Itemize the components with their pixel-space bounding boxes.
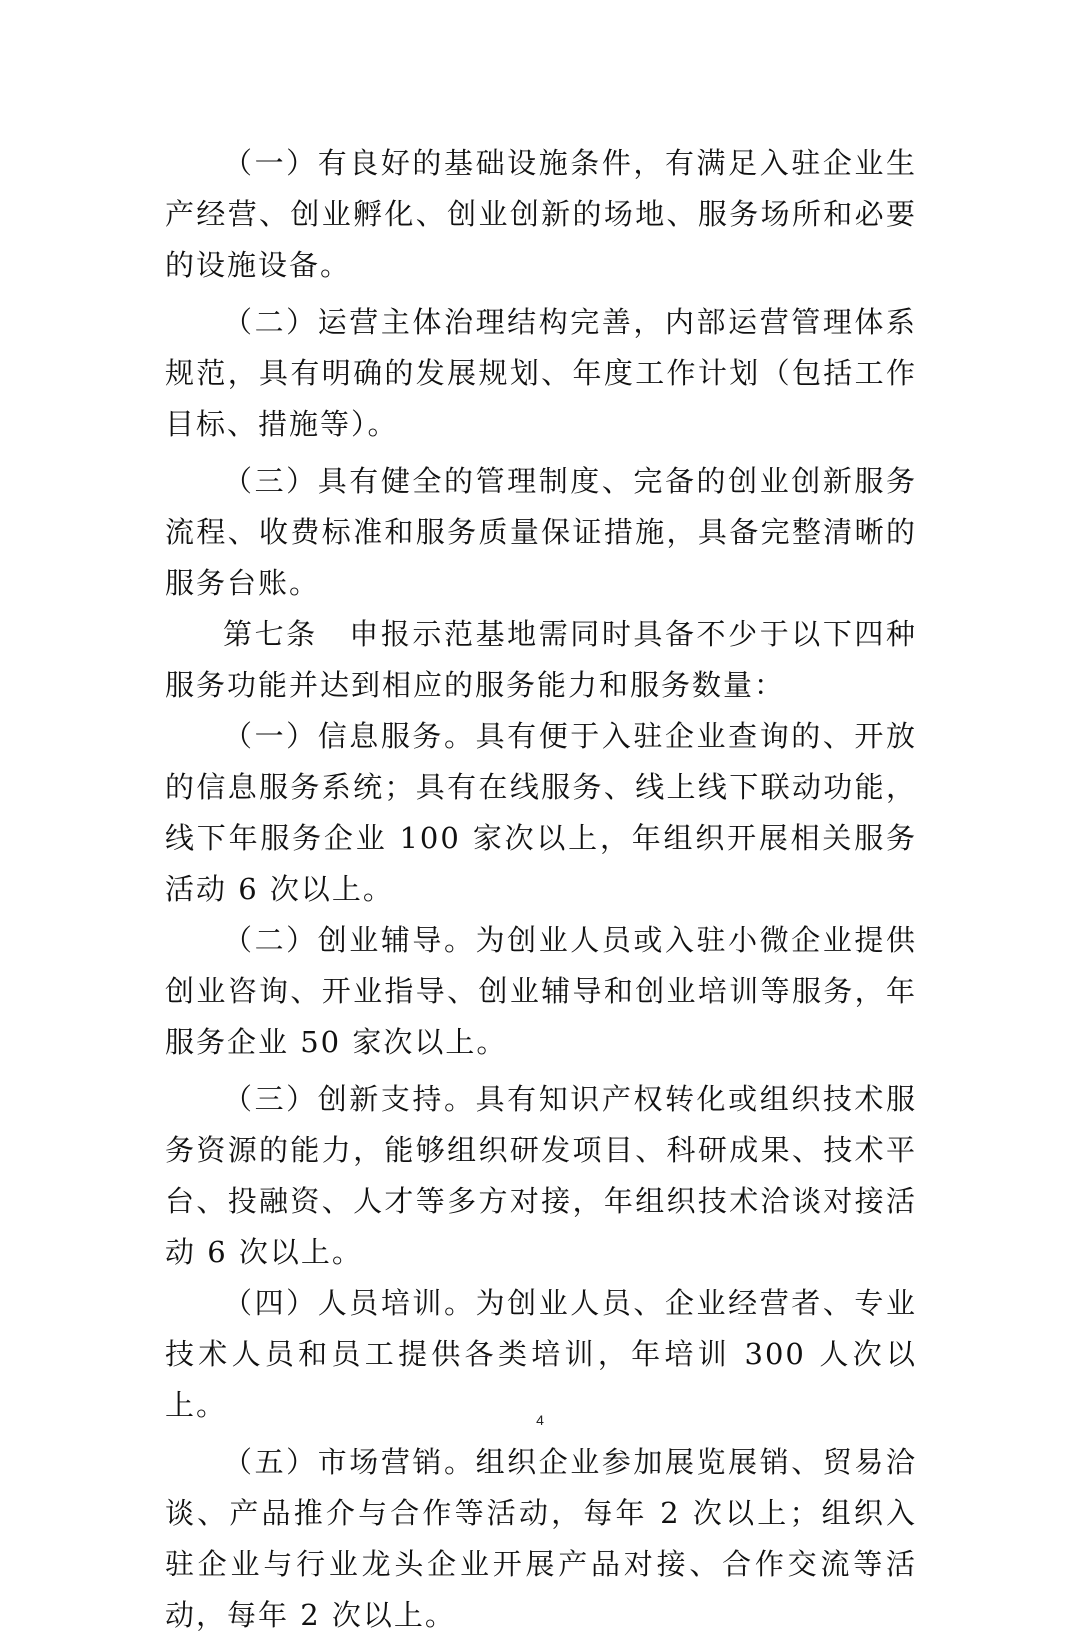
paragraph-governance: （二）运营主体治理结构完善，内部运营管理体系规范，具有明确的发展规划、年度工作计划（包括工作目标、措施等）。	[165, 305, 917, 441]
paragraph-personnel-training: （四）人员培训。为创业人员、企业经营者、专业技术人员和员工提供各类培训，年培训 300 人次以上。	[165, 1286, 917, 1422]
paragraph-entrepreneurship-guidance: （二）创业辅导。为创业人员或入驻小微企业提供创业咨询、开业指导、创业辅导和创业培训等服务，年服务企业 50 家次以上。	[165, 923, 917, 1059]
paragraph-facilities: （一）有良好的基础设施条件，有满足入驻企业生产经营、创业孵化、创业创新的场地、服务场所和必要的设施设备。	[165, 146, 917, 282]
paragraph-information-service: （一）信息服务。具有便于入驻企业查询的、开放的信息服务系统；具有在线服务、线上线下联动功能，线下年服务企业 100 家次以上，年组织开展相关服务活动 6 次以上。	[165, 719, 917, 906]
paragraph-innovation-support: （三）创新支持。具有知识产权转化或组织技术服务资源的能力，能够组织研发项目、科研成果、技术平台、投融资、人才等多方对接，年组织技术洽谈对接活动 6 次以上。	[165, 1082, 917, 1269]
paragraph-article-seven: 第七条 申报示范基地需同时具备不少于以下四种服务功能并达到相应的服务能力和服务数量：	[165, 617, 917, 702]
paragraph-management: （三）具有健全的管理制度、完备的创业创新服务流程、收费标准和服务质量保证措施，具备完整清晰的服务台账。	[165, 464, 917, 600]
page-number: 4	[536, 1412, 544, 1428]
paragraph-marketing: （五）市场营销。组织企业参加展览展销、贸易洽谈、产品推介与合作等活动，每年 2 次以上；组织入驻企业与行业龙头企业开展产品对接、合作交流等活动，每年 2 次以上。	[165, 1445, 917, 1632]
